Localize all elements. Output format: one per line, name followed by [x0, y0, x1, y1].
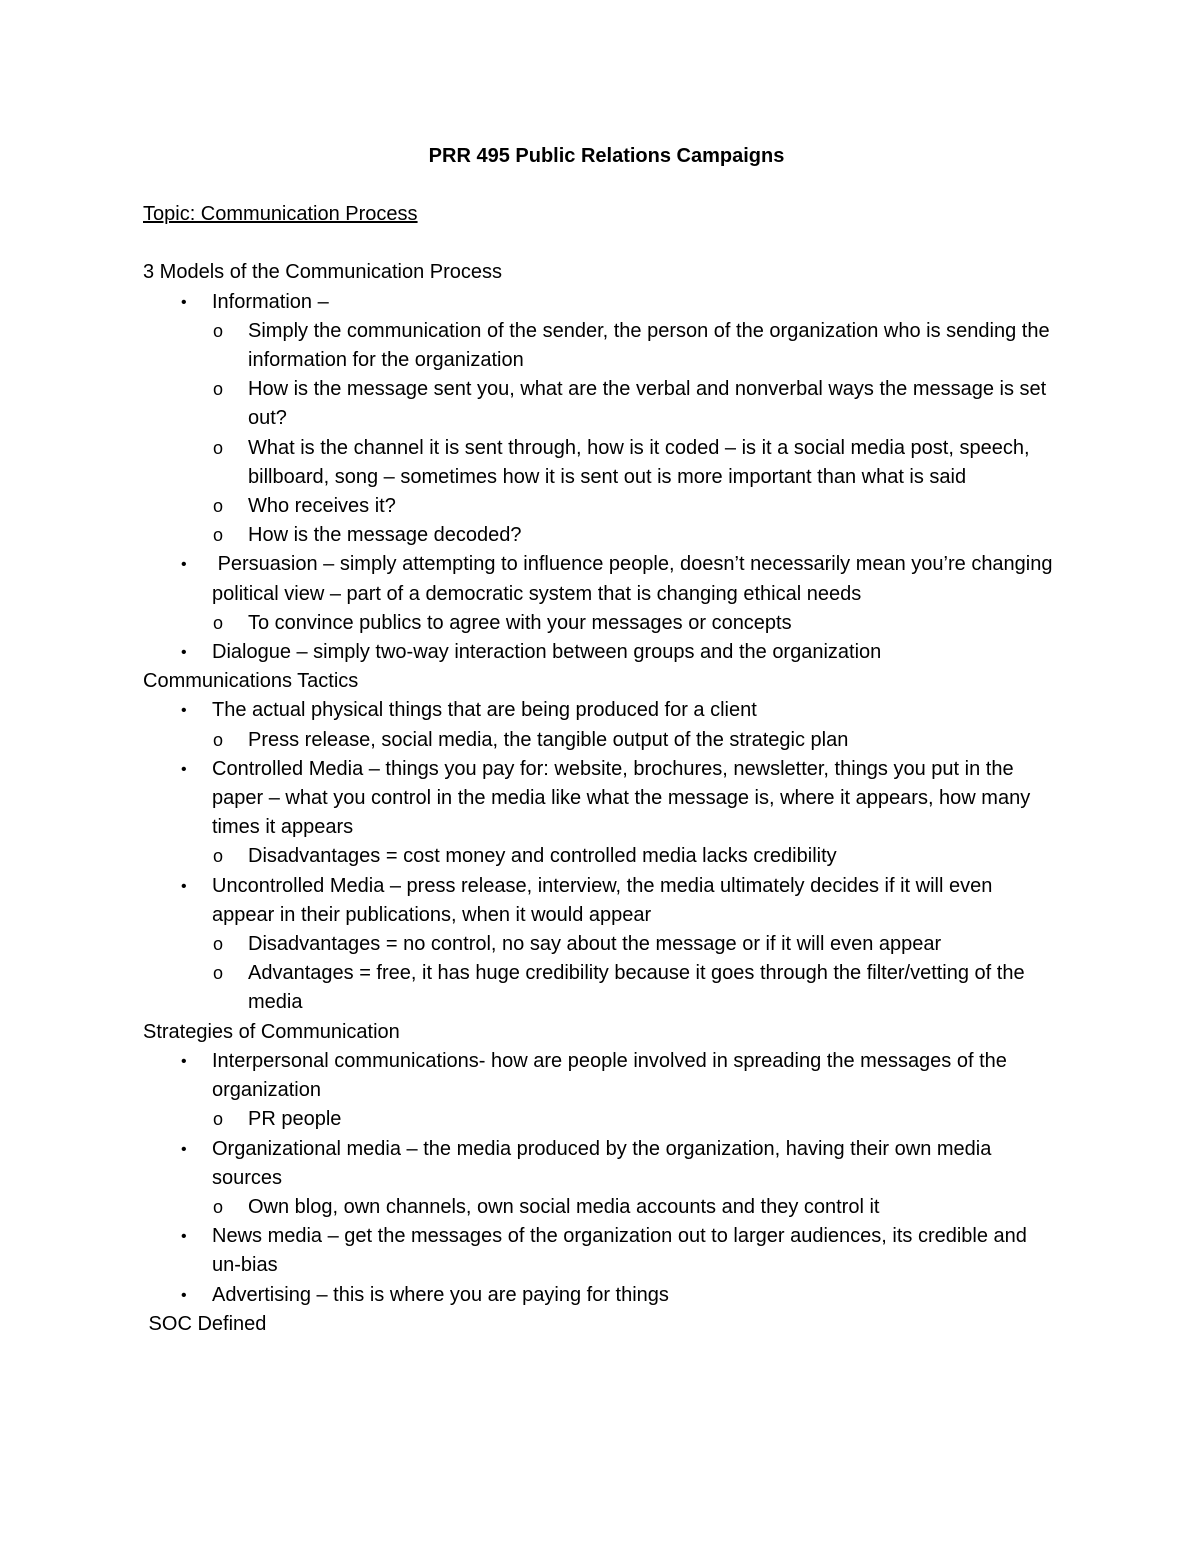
bullet-icon: • — [181, 1140, 187, 1158]
sub-list-item-text: Advantages = free, it has huge credibility because it goes through the filter/vetting of the media — [248, 962, 1025, 1014]
blank-line — [143, 171, 1060, 200]
list-item — [143, 550, 1060, 638]
list-item-text: Advertising – this is where you are paying for things — [212, 1283, 669, 1306]
bullet-list — [143, 696, 1060, 1017]
sub-list-item-text: Disadvantages = no control, no say about the message or if it will even appear — [248, 933, 942, 956]
circle-bullet-icon: o — [213, 612, 224, 633]
sub-list-item-text: Simply the communication of the sender, the person of the organization who is sending the information for the organization — [248, 319, 1050, 372]
list-item — [143, 696, 1060, 754]
notes-body — [143, 258, 1060, 1309]
list-item — [143, 872, 1060, 1018]
sub-list-item — [212, 317, 1060, 375]
bullet-list — [143, 288, 1060, 668]
sub-bullet-list — [212, 1193, 1060, 1222]
topic-heading: Topic: Communication Process — [143, 203, 418, 226]
circle-bullet-icon: o — [213, 320, 224, 341]
list-item — [143, 755, 1060, 872]
sub-list-item-text: PR people — [248, 1108, 342, 1131]
sub-bullet-list — [212, 1105, 1060, 1134]
circle-bullet-icon: o — [213, 934, 224, 955]
sub-list-item — [212, 842, 1060, 871]
circle-bullet-icon: o — [213, 729, 224, 750]
bullet-icon: • — [181, 702, 187, 720]
bullet-icon: • — [181, 556, 187, 574]
section-heading: Communications Tactics — [143, 670, 359, 693]
list-item — [143, 1222, 1060, 1280]
list-item-text: Controlled Media – things you pay for: website, brochures, newsletter, things you put in the paper – what you control in the media like what the message is, where it appears, how many times it appears — [212, 757, 1036, 839]
sub-bullet-list — [212, 317, 1060, 551]
list-item-text: Dialogue – simply two-way interaction between groups and the organization — [212, 641, 882, 664]
list-item — [143, 288, 1060, 551]
list-item-text: Uncontrolled Media – press release, interview, the media ultimately decides if it will even appear in their publications, when it would appear — [212, 874, 998, 926]
soc-defined-heading: SOC Defined — [143, 1312, 267, 1335]
list-item-text: News media – get the messages of the organization out to larger audiences, its credible and un-bias — [212, 1225, 1033, 1277]
sub-list-item — [212, 1193, 1060, 1222]
sub-list-item-text: To convince publics to agree with your messages or concepts — [248, 611, 792, 634]
sub-bullet-list — [212, 842, 1060, 871]
bullet-icon: • — [181, 877, 187, 895]
circle-bullet-icon: o — [213, 525, 224, 546]
circle-bullet-icon: o — [213, 963, 224, 984]
circle-bullet-icon: o — [213, 1196, 224, 1217]
section-heading: 3 Models of the Communication Process — [143, 261, 503, 284]
sub-list-item — [212, 1105, 1060, 1134]
blank-line — [143, 229, 1060, 258]
sub-list-item — [212, 930, 1060, 959]
sub-list-item — [212, 521, 1060, 550]
sub-list-item-text: Who receives it? — [248, 495, 396, 518]
circle-bullet-icon: o — [213, 496, 224, 517]
sub-list-item — [212, 492, 1060, 521]
sub-list-item — [212, 959, 1060, 1017]
sub-bullet-list — [212, 930, 1060, 1018]
list-item — [143, 638, 1060, 667]
list-item-text: Persuasion – simply attempting to influence people, doesn’t necessarily mean you’re changing political view – part of a democratic system that is changing ethical needs — [212, 553, 1059, 605]
bullet-list — [143, 1047, 1060, 1310]
section-heading: Strategies of Communication — [143, 1020, 400, 1043]
bullet-icon: • — [181, 760, 187, 778]
sub-list-item — [212, 375, 1060, 433]
circle-bullet-icon: o — [213, 437, 224, 458]
list-item-text: Information – — [212, 290, 329, 313]
list-item-text: Organizational media – the media produced by the organization, having their own media sources — [212, 1137, 997, 1189]
sub-list-item-text: How is the message sent you, what are the verbal and nonverbal ways the message is set out? — [248, 378, 1047, 430]
sub-list-item-text: How is the message decoded? — [248, 524, 522, 547]
sub-list-item — [212, 434, 1060, 492]
sub-list-item — [212, 609, 1060, 638]
bullet-icon: • — [181, 293, 187, 311]
bullet-icon: • — [181, 1286, 187, 1304]
page-title: PRR 495 Public Relations Campaigns — [428, 145, 785, 167]
sub-list-item-text: Disadvantages = cost money and controlled media lacks credibility — [248, 845, 837, 868]
sub-bullet-list — [212, 609, 1060, 638]
circle-bullet-icon: o — [213, 379, 224, 400]
list-item — [143, 1281, 1060, 1310]
circle-bullet-icon: o — [213, 846, 224, 867]
bullet-icon: • — [181, 1052, 187, 1070]
sub-bullet-list — [212, 726, 1060, 755]
list-item — [143, 1047, 1060, 1135]
bullet-icon: • — [181, 1228, 187, 1246]
list-item-text: The actual physical things that are being produced for a client — [212, 699, 757, 722]
list-item — [143, 1135, 1060, 1223]
sub-list-item-text: Own blog, own channels, own social media accounts and they control it — [248, 1195, 880, 1218]
bullet-icon: • — [181, 644, 187, 662]
sub-list-item — [212, 726, 1060, 755]
sub-list-item-text: Press release, social media, the tangible output of the strategic plan — [248, 728, 849, 751]
sub-list-item-text: What is the channel it is sent through, how is it coded – is it a social media post, speech, billboard, song – sometimes how it is sent out is more important than what is said — [248, 436, 1030, 488]
circle-bullet-icon: o — [213, 1109, 224, 1130]
list-item-text: Interpersonal communications- how are people involved in spreading the messages of the organization — [212, 1049, 1013, 1102]
